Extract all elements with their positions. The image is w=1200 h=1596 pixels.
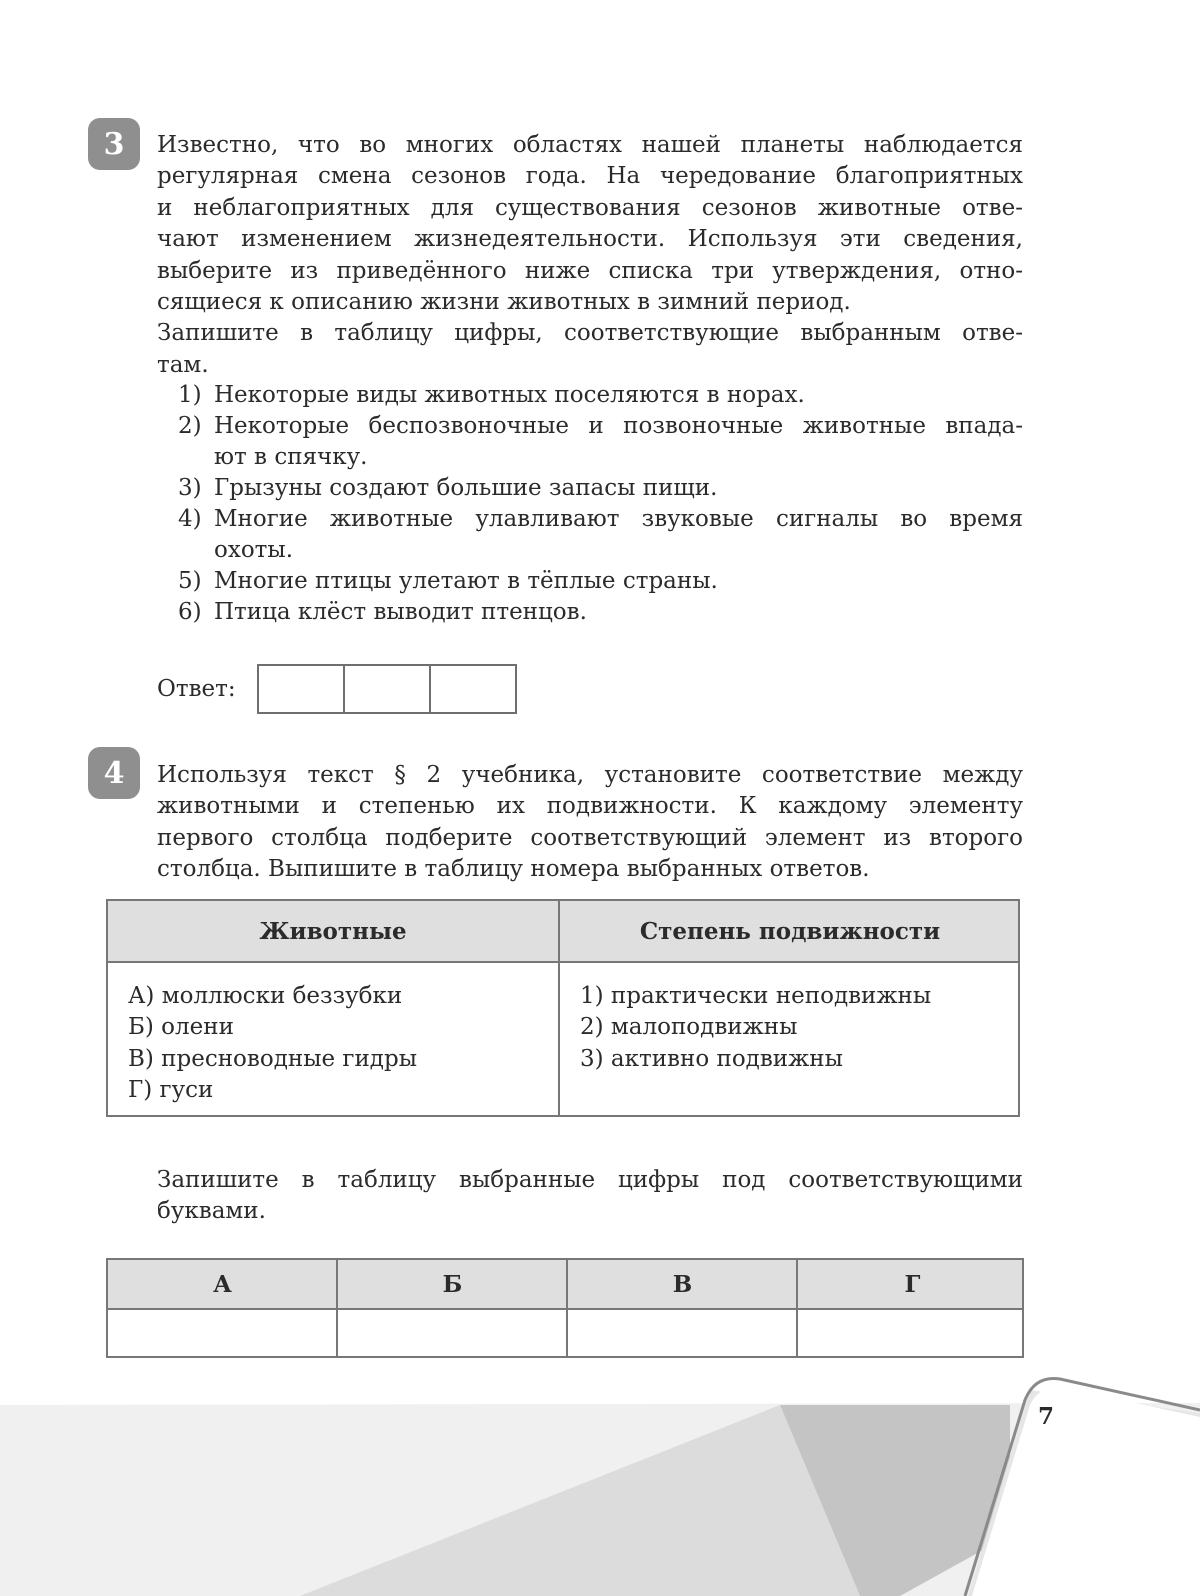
option-text: Грызуны создают большие запасы пищи. (214, 475, 718, 501)
answer-cell-a[interactable] (108, 1308, 336, 1356)
header-a: А (213, 1270, 232, 1298)
task-4-number-badge: 4 (88, 747, 140, 799)
answer-boxes (257, 664, 517, 714)
option-number: 1) (178, 382, 202, 408)
answer-label: Ответ: (157, 676, 236, 702)
list-item: 2) малоподвижны (580, 1014, 798, 1041)
text-line: столбца. Выпишите в таблицу номера выбранных ответов. (157, 856, 870, 883)
text-line: и неблагоприятных для существования сезонов животные отве- (157, 194, 1023, 221)
answer-cell-b[interactable] (338, 1308, 566, 1356)
header-animals: Животные (259, 917, 407, 945)
list-item: 1) практически неподвижны (580, 983, 932, 1009)
header-b: Б (442, 1270, 463, 1298)
list-item: 3) активно подвижны (580, 1045, 843, 1072)
answer-cell-g[interactable] (798, 1308, 1022, 1356)
list-item: А) моллюски беззубки (128, 983, 403, 1009)
text-line: Запишите в таблицу цифры, соответствующие выбранным отве- (157, 320, 1023, 347)
task-4-intro (157, 760, 1023, 886)
text-line: Используя текст § 2 учебника, установите соответствие между (157, 762, 1023, 788)
answer-table (106, 1258, 1024, 1358)
matching-table (106, 899, 1020, 1117)
text-line: сящиеся к описанию жизни животных в зимний период. (157, 289, 851, 316)
animals-list (128, 981, 417, 1107)
answer-cell-3[interactable] (431, 666, 515, 712)
text-line: регулярная смена сезонов года. На чередование благоприятных (157, 163, 1023, 190)
list-item: В) пресноводные гидры (128, 1045, 417, 1072)
task-4-instruction (157, 1165, 1023, 1228)
option-text: Некоторые беспозвоночные и позвоночные животные впада- ют в спячку. (214, 413, 1023, 471)
answer-cell-1[interactable] (259, 666, 345, 712)
option-text: Некоторые виды животных поселяются в норах. (214, 382, 805, 408)
option-text: Многие животные улавливают звуковые сигналы во время охоты. (214, 506, 1023, 564)
option-text: Птица клёст выводит птенцов. (214, 599, 587, 625)
header-v: В (672, 1270, 693, 1298)
option-text: Многие птицы улетают в тёплые страны. (214, 568, 718, 594)
answer-cell-v[interactable] (568, 1308, 796, 1356)
option-number: 6) (178, 599, 202, 625)
option-number: 5) (178, 568, 202, 594)
list-item: Б) олени (128, 1014, 234, 1041)
text-line: первого столбца подберите соответствующий элемент из второго (157, 824, 1023, 851)
text-line: животными и степенью их подвижности. К каждому элементу (157, 793, 1023, 820)
text-line: буквами. (157, 1198, 266, 1225)
text-line: Запишите в таблицу выбранные цифры под соответствующими (157, 1167, 1023, 1193)
list-item: Г) гуси (128, 1077, 214, 1104)
page-number: 7 (1037, 1403, 1054, 1430)
text-line: чают изменением жизнедеятельности. Используя эти сведения, (157, 226, 1023, 253)
mobility-list (580, 981, 931, 1075)
text-line: там. (157, 351, 209, 378)
answer-cell-2[interactable] (345, 666, 431, 712)
task-3-number-badge: 3 (88, 118, 140, 170)
footer-decoration (0, 1375, 1200, 1596)
header-mobility: Степень подвижности (639, 917, 941, 945)
option-number: 2) (178, 413, 202, 439)
task-3-intro (157, 130, 1023, 381)
header-g: Г (904, 1270, 921, 1298)
option-number: 3) (178, 475, 202, 501)
text-line: Известно, что во многих областях нашей планеты наблюдается (157, 132, 1023, 158)
option-number: 4) (178, 506, 202, 532)
text-line: выберите из приведённого ниже списка три утверждения, отно- (157, 257, 1023, 284)
